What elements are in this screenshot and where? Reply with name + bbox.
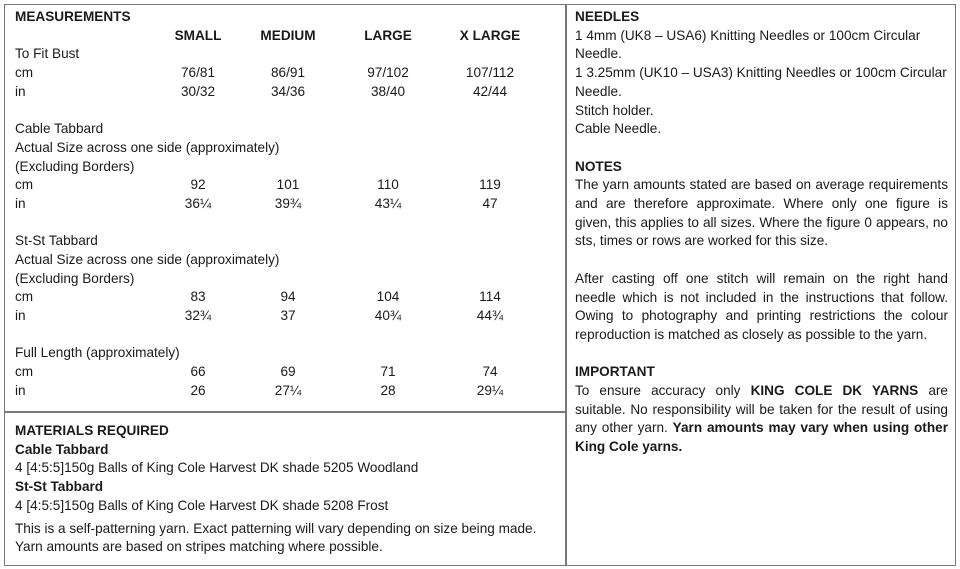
unit-label: cm	[15, 289, 34, 305]
measurement-value: 47	[482, 195, 498, 211]
stst-tabbard-yarn: 4 [4:5:5]150g Balls of King Cole Harvest DK shade 5208 Frost	[15, 497, 389, 513]
unit-label: cm	[15, 65, 34, 81]
measurement-value: 36¼	[184, 195, 212, 211]
group-heading: Cable Tabbard	[15, 121, 104, 137]
measurement-value: 38/40	[370, 83, 406, 99]
measurement-value: 29¼	[476, 382, 504, 398]
right-column	[575, 8, 948, 457]
group-heading: Actual Size across one side (approximately)	[15, 139, 280, 155]
measurement-row	[15, 307, 555, 326]
needle-item: Stitch holder.	[575, 102, 654, 118]
measurement-value: 114	[479, 289, 501, 305]
notes-paragraph-1: The yarn amounts stated are based on average requirements and are therefore approximate. Where only one figure is given, this applies to all sizes. Where the figure 0 appears, no sts, times or rows are worked for this size.	[575, 177, 948, 249]
group-heading-row	[15, 270, 555, 289]
measurement-value: 97/102	[367, 65, 409, 81]
materials-section	[15, 422, 555, 557]
size-medium: MEDIUM	[260, 27, 316, 43]
measurement-value: 37	[280, 308, 296, 323]
group-heading: To Fit Bust	[15, 46, 80, 62]
measurement-row	[15, 176, 555, 195]
group-heading: Full Length (approximately)	[15, 345, 180, 361]
measurement-value: 69	[280, 364, 296, 380]
size-header-row	[15, 27, 555, 46]
materials-heading: MATERIALS REQUIRED	[15, 423, 169, 438]
measurement-value: 119	[479, 177, 501, 193]
measurement-value: 34/36	[270, 83, 306, 99]
measurement-value: 104	[376, 289, 400, 305]
stst-tabbard-heading: St-St Tabbard	[15, 479, 104, 495]
unit-label: in	[15, 382, 26, 398]
cable-tabbard-heading: Cable Tabbard	[15, 441, 109, 457]
measurement-value: 76/81	[180, 65, 216, 81]
needle-item: 1 3.25mm (UK10 – USA3) Knitting Needles or 100cm Circular Needle.	[575, 65, 947, 99]
important-text-2: are suitable. No responsibility will be taken for the result of using any other yarn.	[575, 383, 948, 436]
measurement-value: 30/32	[180, 83, 216, 99]
group-heading-row	[15, 344, 555, 363]
needles-heading: NEEDLES	[575, 9, 640, 24]
measurement-value: 44¾	[476, 308, 504, 323]
measurement-value: 27¼	[274, 382, 302, 398]
measurement-value: 40¾	[374, 308, 402, 323]
measurement-groups	[15, 45, 555, 400]
unit-label: in	[15, 308, 26, 323]
measurements-title	[15, 8, 555, 27]
measurements-section	[15, 8, 555, 400]
important-warning: Yarn amounts may vary when using other King Cole yarns.	[575, 420, 948, 455]
measurement-row	[15, 382, 555, 401]
group-heading: Actual Size across one side (approximately)	[15, 251, 280, 267]
yarn-note: This is a self-patterning yarn. Exact patterning will vary depending on size being made. Yarn amounts are based on stripes matching where possible.	[15, 520, 537, 555]
measurement-value: 94	[280, 289, 296, 305]
measurement-value: 92	[190, 177, 206, 193]
measurement-value: 42/44	[472, 83, 508, 99]
spacer	[15, 326, 555, 345]
needle-item: 1 4mm (UK8 – USA6) Knitting Needles or 100cm Circular Needle.	[575, 27, 921, 62]
group-heading-row	[15, 251, 555, 270]
important-text	[575, 382, 948, 457]
group-heading-row	[15, 120, 555, 139]
group-heading: (Excluding Borders)	[15, 158, 135, 174]
measurement-row	[15, 64, 555, 83]
group-heading-row	[15, 139, 555, 158]
important-heading: IMPORTANT	[575, 364, 655, 380]
group-heading-row	[15, 45, 555, 64]
measurement-row	[15, 195, 555, 214]
cable-tabbard-yarn: 4 [4:5:5]150g Balls of King Cole Harvest DK shade 5205 Woodland	[15, 460, 419, 476]
measurement-value: 107/112	[465, 65, 515, 81]
needle-item: Cable Needle.	[575, 121, 662, 137]
section-divider	[4, 411, 566, 413]
measurement-row	[15, 363, 555, 382]
size-x-large: X LARGE	[459, 27, 521, 43]
measurement-value: 39¾	[274, 195, 302, 211]
size-large: LARGE	[364, 27, 412, 43]
measurement-value: 101	[276, 177, 300, 193]
spacer	[15, 214, 555, 233]
spacer	[15, 101, 555, 120]
measurement-value: 26	[190, 382, 206, 398]
measurement-value: 110	[377, 177, 399, 193]
unit-label: in	[15, 195, 26, 211]
measurement-value: 28	[380, 382, 396, 398]
measurement-row	[15, 288, 555, 307]
unit-label: in	[15, 83, 26, 99]
measurement-row	[15, 83, 555, 102]
important-brand: KING COLE DK YARNS	[750, 383, 919, 399]
measurement-value: 66	[190, 364, 206, 380]
measurement-value: 74	[482, 364, 498, 380]
group-heading-row	[15, 232, 555, 251]
notes-heading: NOTES	[575, 158, 622, 174]
group-heading: St-St Tabbard	[15, 233, 98, 249]
measurement-value: 43¼	[374, 195, 402, 211]
group-heading: (Excluding Borders)	[15, 270, 135, 286]
measurement-value: 71	[380, 364, 396, 380]
measurements-heading: MEASUREMENTS	[15, 9, 131, 24]
size-small: SMALL	[174, 27, 222, 43]
unit-label: cm	[15, 177, 34, 193]
unit-label: cm	[15, 364, 34, 380]
group-heading-row	[15, 158, 555, 177]
measurement-value: 32¾	[184, 308, 212, 323]
important-text-1: To ensure accuracy only	[575, 383, 751, 399]
notes-paragraph-2: After casting off one stitch will remain on the right hand needle which is not included in the instructions that follow. Owing to photography and printing restrictions the colour reproduction is matched as closely as possible to the yarn.	[575, 270, 948, 342]
column-divider	[565, 4, 567, 566]
measurement-value: 83	[190, 289, 206, 305]
measurement-value: 86/91	[270, 65, 306, 81]
